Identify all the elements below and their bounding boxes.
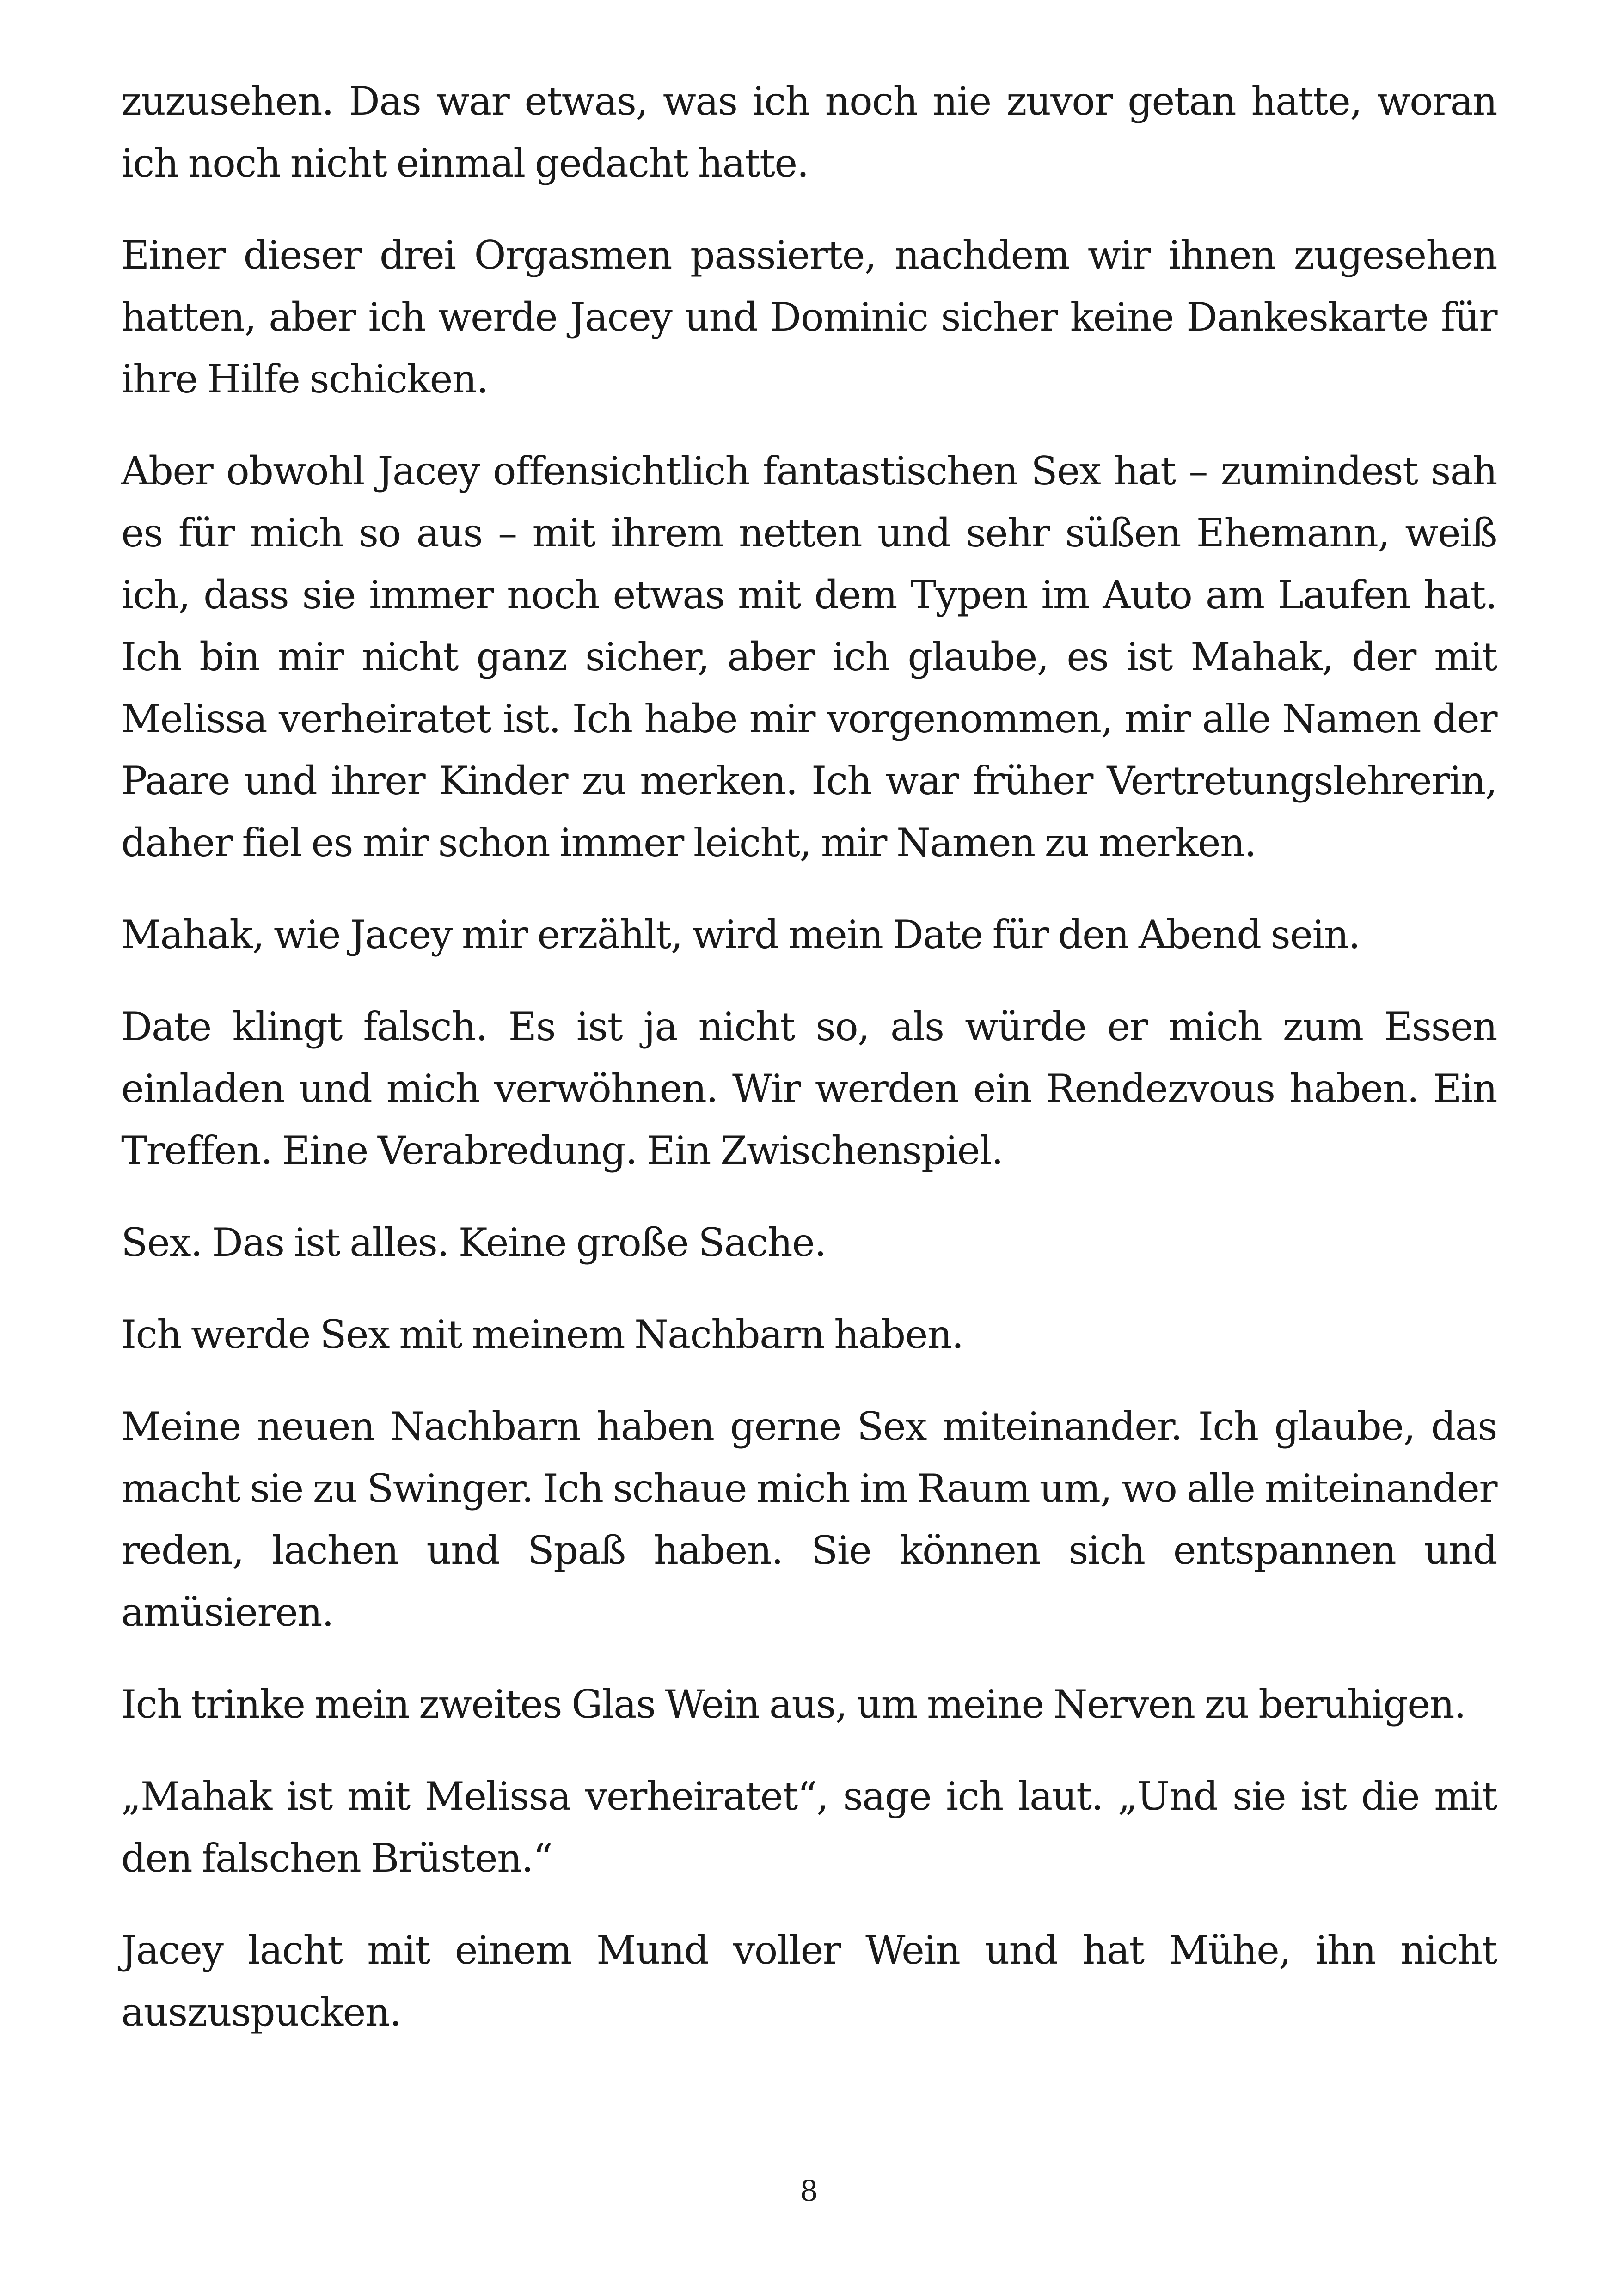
- paragraph: Ich trinke mein zweites Glas Wein aus, um meine Nerven zu beruhigen.: [121, 1682, 1466, 1727]
- paragraph: zuzusehen. Das war etwas, was ich noch nie zuvor getan hatte, woran ich noch nicht einmal gedacht hatte.: [121, 79, 1497, 186]
- paragraph: Date klingt falsch. Es ist ja nicht so, als würde er mich zum Essen einladen und mich verwöhnen. Wir werden ein Rendezvous haben. Ein Treffen. Eine Verabredung. Ein Zwischenspiel.: [121, 1004, 1497, 1173]
- paragraph: Sex. Das ist alles. Keine große Sache.: [121, 1220, 826, 1265]
- page-body-text: [121, 70, 1497, 2073]
- paragraph: Aber obwohl Jacey offensichtlich fantastischen Sex hat – zumindest sah es für mich so aus – mit ihrem netten und sehr süßen Ehemann, weiß ich, dass sie immer noch etwas mit dem Typen im Auto am Laufen hat. Ich bin mir nicht ganz sicher, aber ich glaube, es ist Mahak, der mit Melissa verheiratet ist. Ich habe mir vorgenommen, mir alle Namen der Paare und ihrer Kinder zu merken. Ich war früher Vertretungslehrerin, daher fiel es mir schon immer leicht, mir Namen zu merken.: [121, 448, 1497, 865]
- paragraph: Ich werde Sex mit meinem Nachbarn haben.: [121, 1312, 963, 1357]
- paragraph: „Mahak ist mit Melissa verheiratet“, sage ich laut. „Und sie ist die mit den falschen Brüsten.“: [121, 1774, 1497, 1881]
- paragraph: Mahak, wie Jacey mir erzählt, wird mein Date für den Abend sein.: [121, 912, 1360, 957]
- page-number: 8: [800, 2174, 818, 2208]
- paragraph: Jacey lacht mit einem Mund voller Wein und hat Mühe, ihn nicht auszuspucken.: [121, 1928, 1497, 2035]
- paragraph: Einer dieser drei Orgasmen passierte, nachdem wir ihnen zugesehen hatten, aber ich werde Jacey und Dominic sicher keine Dankeskarte für ihre Hilfe schicken.: [121, 233, 1497, 402]
- paragraph: Meine neuen Nachbarn haben gerne Sex miteinander. Ich glaube, das macht sie zu Swinger. Ich schaue mich im Raum um, wo alle miteinander reden, lachen und Spaß haben. Sie können sich entspannen und amüsieren.: [121, 1404, 1497, 1635]
